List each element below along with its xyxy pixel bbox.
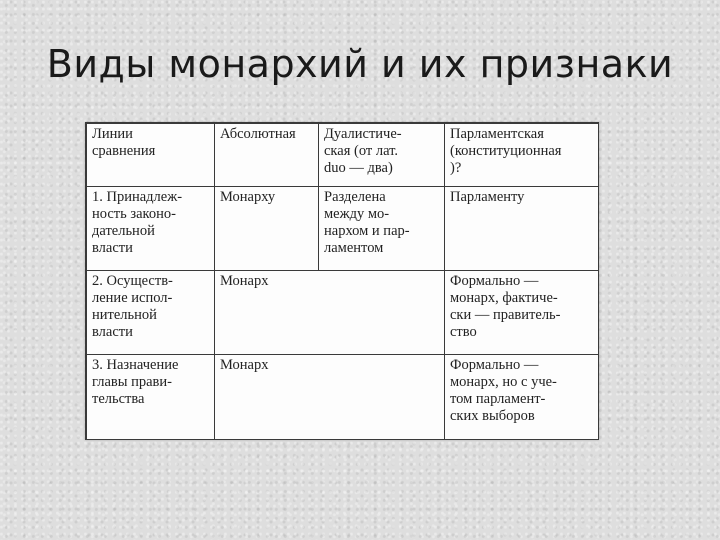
header-cell-criteria: [87, 124, 215, 187]
cell-line: 2. Осуществ-: [92, 273, 173, 289]
cell-line: дательной: [92, 223, 155, 239]
table-cell: [319, 187, 445, 271]
table-cell: [215, 355, 445, 440]
cell-line: duo — два): [324, 160, 393, 176]
row-label-cell: [87, 355, 215, 440]
row-label-cell: [87, 187, 215, 271]
cell-line: )?: [450, 160, 462, 176]
comparison-table: [85, 122, 599, 440]
cell-line: монарх, фактиче-: [450, 290, 558, 306]
cell-line: Разделена: [324, 189, 386, 205]
cell-line: между мо-: [324, 206, 390, 222]
cell-line: Монарх: [220, 357, 269, 373]
cell-line: Линии: [92, 126, 133, 142]
table-cell: [445, 271, 599, 355]
header-cell-dualistic: [319, 124, 445, 187]
cell-line: нительной: [92, 307, 157, 323]
cell-line: том парламент-: [450, 391, 546, 407]
cell-line: власти: [92, 240, 133, 256]
table-cell: [215, 271, 445, 355]
cell-line: главы прави-: [92, 374, 172, 390]
cell-line: ски — правитель-: [450, 307, 561, 323]
table-cell: [445, 355, 599, 440]
cell-line: 1. Принадлеж-: [92, 189, 183, 205]
cell-line: Формально —: [450, 357, 539, 373]
table-row: [87, 355, 599, 440]
cell-line: Абсолютная: [220, 126, 296, 142]
cell-line: ламентом: [324, 240, 384, 256]
cell-line: (конституционная: [450, 143, 562, 159]
cell-line: Формально —: [450, 273, 539, 289]
cell-line: ских выборов: [450, 408, 535, 424]
table-header-row: [87, 124, 599, 187]
table-row: [87, 271, 599, 355]
cell-line: ность законо-: [92, 206, 176, 222]
cell-line: ление испол-: [92, 290, 173, 306]
cell-line: тельства: [92, 391, 145, 407]
header-cell-absolute: [215, 124, 319, 187]
cell-line: нархом и пар-: [324, 223, 410, 239]
cell-line: монарх, но с уче-: [450, 374, 557, 390]
row-label-cell: [87, 271, 215, 355]
table-row: [87, 187, 599, 271]
table-cell: [215, 187, 319, 271]
cell-line: сравнения: [92, 143, 156, 159]
header-cell-parliamentary: [445, 124, 599, 187]
table-cell: [445, 187, 599, 271]
cell-line: 3. Назначение: [92, 357, 179, 373]
cell-line: Монарх: [220, 273, 269, 289]
cell-line: ство: [450, 324, 477, 340]
cell-line: ская (от лат.: [324, 143, 399, 159]
cell-line: Парламенту: [450, 189, 525, 205]
cell-line: Монарху: [220, 189, 276, 205]
cell-line: Парламентская: [450, 126, 544, 142]
cell-line: власти: [92, 324, 133, 340]
cell-line: Дуалистиче-: [324, 126, 402, 142]
slide-title: Виды монархий и их признаки: [46, 42, 674, 86]
